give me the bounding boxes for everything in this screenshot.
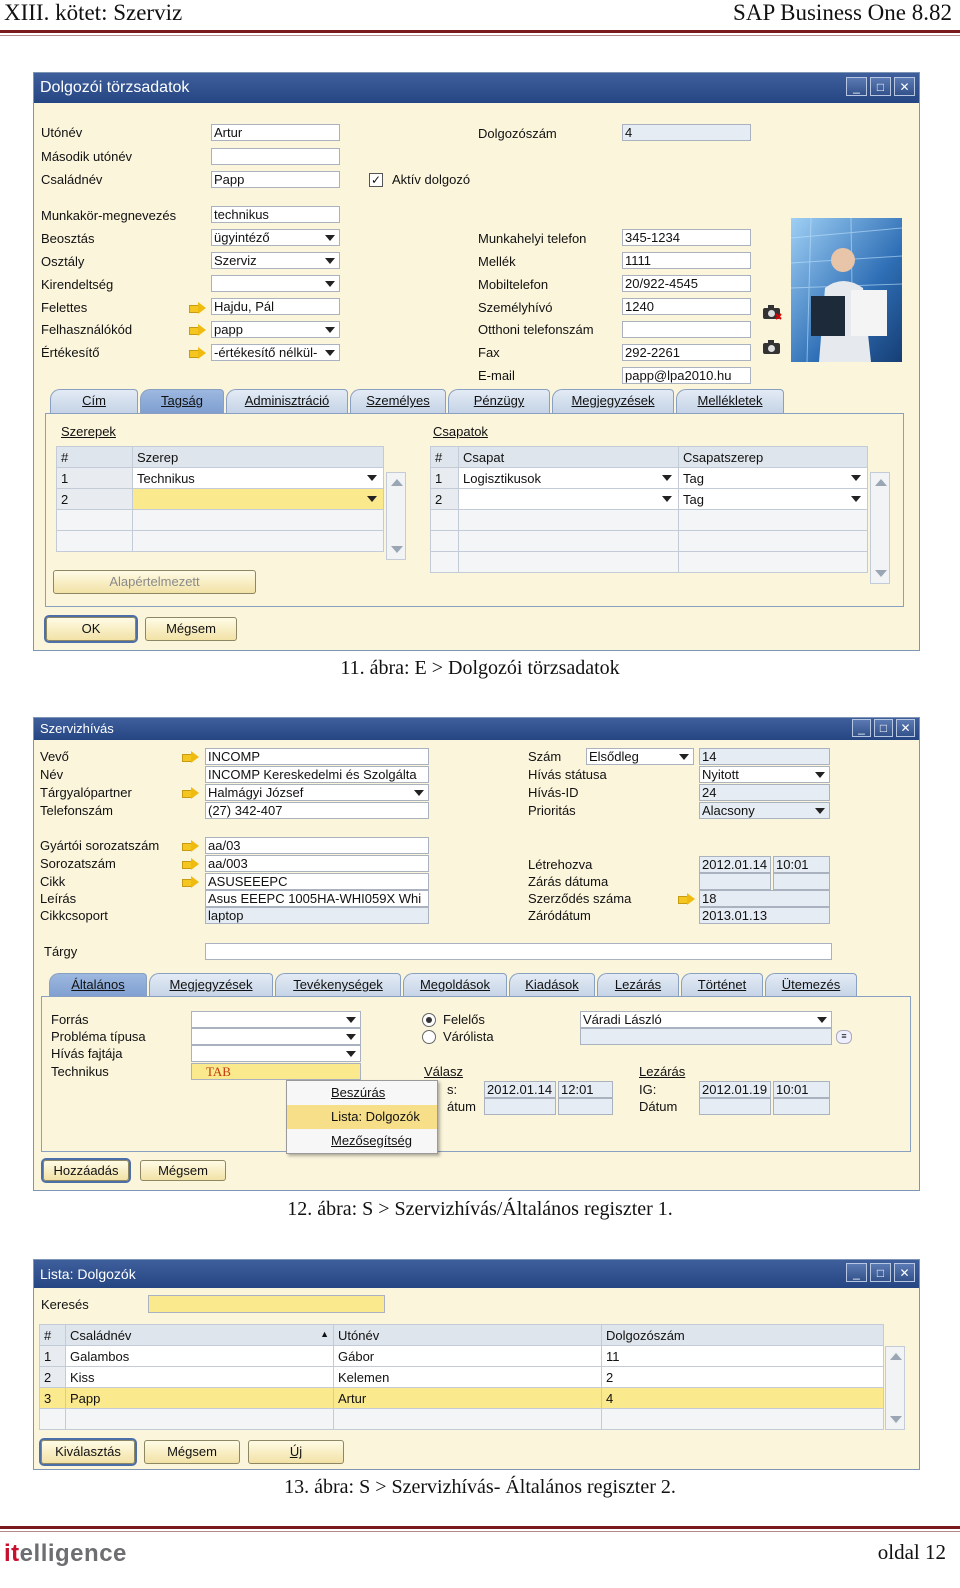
name-field[interactable]: INCOMP Kereskedelmi és Szolgálta bbox=[205, 766, 429, 783]
created-date-field: 2012.01.14 bbox=[699, 856, 771, 873]
contact-dropdown[interactable]: Halmágyi József bbox=[205, 784, 429, 801]
table-row[interactable] bbox=[431, 552, 868, 573]
close-button[interactable]: ✕ bbox=[896, 719, 915, 737]
col-header[interactable]: Dolgozószám bbox=[602, 1325, 884, 1346]
footer-rule-thin bbox=[0, 1531, 960, 1532]
status-dropdown[interactable]: Nyitott bbox=[699, 766, 830, 783]
pager-field[interactable]: 1240 bbox=[622, 298, 751, 315]
pager-label: Személyhívó bbox=[478, 300, 553, 315]
tab-general[interactable]: Általános bbox=[49, 973, 147, 997]
header-rule bbox=[0, 30, 960, 33]
fax-field[interactable]: 292-2261 bbox=[622, 344, 751, 361]
col-header[interactable]: Szerep bbox=[133, 447, 384, 468]
close-by-label: IG: bbox=[639, 1082, 657, 1097]
owner-radio[interactable] bbox=[422, 1013, 436, 1027]
close-time-field bbox=[773, 873, 830, 890]
sales-employee-dropdown[interactable]: -értékesítő nélkül- bbox=[211, 344, 340, 361]
cancel-button[interactable]: Mégsem bbox=[140, 1160, 226, 1181]
series-dropdown[interactable]: Elsődleg bbox=[586, 748, 694, 765]
footer-rule bbox=[0, 1526, 960, 1529]
phone-field[interactable]: (27) 342-407 bbox=[205, 802, 429, 819]
employee-no-label: Dolgozószám bbox=[478, 126, 557, 141]
tab-schedule[interactable]: Ütemezés bbox=[765, 973, 857, 997]
job-title-field[interactable]: technikus bbox=[211, 206, 340, 223]
item-group-label: Cikkcsoport bbox=[40, 908, 108, 923]
col-header[interactable]: Csapatszerep bbox=[679, 447, 868, 468]
cancel-button[interactable]: Mégsem bbox=[145, 617, 237, 641]
tab-remarks[interactable]: Megjegyzések bbox=[552, 389, 674, 413]
team-dropdown[interactable] bbox=[459, 489, 679, 510]
contract-label: Szerződés száma bbox=[528, 891, 632, 906]
maximize-button[interactable]: □ bbox=[874, 719, 893, 737]
closed-time-field bbox=[773, 1098, 830, 1115]
closed-date-field bbox=[699, 1098, 771, 1115]
link-arrow-icon[interactable] bbox=[189, 302, 207, 314]
logo-text: elligence bbox=[19, 1540, 127, 1567]
col-header[interactable]: Családnév ▲ bbox=[66, 1325, 334, 1346]
menu-item-list-employees[interactable]: Lista: Dolgozók bbox=[287, 1105, 437, 1129]
col-header[interactable]: Utónév bbox=[334, 1325, 602, 1346]
tab-resolution[interactable]: Lezárás bbox=[597, 973, 679, 997]
table-row[interactable]: 2 bbox=[57, 489, 384, 510]
link-arrow-icon[interactable] bbox=[182, 751, 200, 763]
tab-administration[interactable]: Adminisztráció bbox=[226, 389, 348, 413]
figure-caption: 11. ábra: E > Dolgozói törzsadatok bbox=[340, 657, 620, 679]
department-dropdown[interactable]: Szerviz bbox=[211, 252, 340, 269]
link-arrow-icon[interactable] bbox=[189, 347, 207, 359]
active-employee-checkbox[interactable]: ✓ bbox=[370, 173, 382, 187]
response-date-label: átum bbox=[447, 1099, 476, 1114]
minimize-button[interactable]: _ bbox=[852, 719, 871, 737]
mobile-label: Mobiltelefon bbox=[478, 277, 549, 292]
tab-address[interactable]: Cím bbox=[50, 389, 138, 413]
close-date-label: Dátum bbox=[639, 1099, 678, 1114]
mfr-serial-field[interactable]: aa/03 bbox=[205, 837, 429, 854]
employee-list-window bbox=[33, 1259, 920, 1470]
table-row[interactable]: 3 Papp Artur 4 bbox=[40, 1388, 884, 1409]
table-row[interactable]: 2 Kiss Kelemen 2 bbox=[40, 1367, 884, 1388]
figure-caption: 13. ábra: S > Szervizhívás- Általános regiszter 2. bbox=[284, 1476, 676, 1498]
cancel-button[interactable]: Mégsem bbox=[144, 1440, 240, 1464]
middle-name-field[interactable] bbox=[211, 148, 340, 165]
ok-button[interactable]: OK bbox=[46, 617, 136, 641]
customer-label: Vevő bbox=[40, 749, 69, 764]
tab-expenses[interactable]: Kiadások bbox=[509, 973, 595, 997]
job-title-label: Munkakör-megnevezés bbox=[41, 208, 177, 223]
link-arrow-icon[interactable] bbox=[182, 840, 200, 852]
list-icon[interactable]: ≡ bbox=[836, 1030, 852, 1044]
employee-photo bbox=[791, 218, 902, 362]
menu-item-insert[interactable]: Beszúrás bbox=[331, 1085, 386, 1100]
title-bar bbox=[34, 73, 919, 103]
mfr-serial-label: Gyártói sorozatszám bbox=[40, 838, 160, 853]
tab-finance[interactable]: Pénzügy bbox=[448, 389, 550, 413]
call-id-field: 24 bbox=[699, 784, 830, 801]
response-time2-field bbox=[558, 1098, 613, 1115]
closing-title: Lezárás bbox=[639, 1064, 686, 1079]
list-scrollbar[interactable] bbox=[885, 1346, 905, 1430]
itelligence-logo bbox=[4, 1540, 127, 1568]
roles-scrollbar[interactable] bbox=[386, 472, 406, 560]
extension-label: Mellék bbox=[478, 254, 516, 269]
table-row[interactable] bbox=[431, 510, 868, 531]
queue-field bbox=[580, 1028, 832, 1045]
customer-field[interactable]: INCOMP bbox=[205, 748, 429, 765]
created-time-field: 10:01 bbox=[773, 856, 830, 873]
item-group-field: laptop bbox=[205, 907, 429, 924]
sort-asc-icon: ▲ bbox=[320, 1329, 329, 1339]
branch-dropdown[interactable] bbox=[211, 275, 340, 292]
owner-label: Felelős bbox=[443, 1012, 485, 1027]
first-name-label: Utónév bbox=[41, 125, 83, 140]
home-phone-label: Otthoni telefonszám bbox=[478, 322, 594, 337]
team-dropdown[interactable]: Logisztikusok bbox=[459, 468, 679, 489]
page-number: oldal 12 bbox=[877, 1540, 946, 1564]
description-field[interactable]: Asus EEEPC 1005HA-WHI059X Whi bbox=[205, 890, 429, 907]
subject-field[interactable] bbox=[205, 943, 832, 960]
priority-label: Prioritás bbox=[528, 803, 576, 818]
end-date-field: 2013.01.13 bbox=[699, 907, 830, 924]
default-button[interactable]: Alapértelmezett bbox=[53, 570, 256, 594]
minimize-button[interactable]: _ bbox=[846, 1263, 867, 1282]
contact-label: Tárgyalópartner bbox=[40, 785, 132, 800]
context-menu bbox=[286, 1080, 438, 1154]
first-name-field[interactable]: Artur bbox=[211, 124, 340, 141]
tab-history[interactable]: Történet bbox=[681, 973, 763, 997]
home-phone-field[interactable] bbox=[622, 321, 751, 338]
manager-label: Felettes bbox=[41, 300, 88, 315]
search-label: Keresés bbox=[41, 1297, 89, 1312]
manager-field[interactable]: Hajdu, Pál bbox=[211, 298, 340, 315]
problem-type-label: Probléma típusa bbox=[51, 1029, 146, 1044]
window-title: Dolgozói törzsadatok bbox=[40, 79, 190, 96]
link-arrow-icon[interactable] bbox=[189, 324, 207, 336]
close-by-date-field: 2012.01.19 bbox=[699, 1081, 771, 1098]
tab-attachments[interactable]: Mellékletek bbox=[676, 389, 784, 413]
position-label: Beosztás bbox=[41, 231, 95, 246]
col-header[interactable]: # bbox=[431, 447, 459, 468]
window-title: Szervizhívás bbox=[40, 721, 114, 736]
table-row[interactable]: 1 Logisztikusok Tag bbox=[431, 468, 868, 489]
created-label: Létrehozva bbox=[528, 857, 593, 872]
active-employee-label: Aktív dolgozó bbox=[392, 172, 471, 187]
response-title: Válasz bbox=[424, 1064, 464, 1079]
close-button[interactable]: ✕ bbox=[894, 77, 915, 96]
email-label: E-mail bbox=[478, 368, 515, 383]
close-by-time-field: 10:01 bbox=[773, 1081, 830, 1098]
add-button[interactable]: Hozzáadás bbox=[43, 1160, 129, 1181]
teams-scrollbar[interactable] bbox=[870, 472, 890, 584]
table-row[interactable] bbox=[57, 531, 384, 552]
tab-solutions[interactable]: Megoldások bbox=[403, 973, 507, 997]
last-name-label: Családnév bbox=[41, 172, 103, 187]
general-panel bbox=[41, 996, 911, 1152]
number-field: 14 bbox=[699, 748, 830, 765]
table-row[interactable]: 1 Galambos Gábor 11 bbox=[40, 1346, 884, 1367]
tab-remarks[interactable]: Megjegyzések bbox=[149, 973, 273, 997]
logo-mark: it bbox=[4, 1540, 20, 1567]
technician-field[interactable]: TAB bbox=[191, 1063, 361, 1080]
branch-label: Kirendeltség bbox=[41, 277, 114, 292]
page-header-right: SAP Business One 8.82 bbox=[733, 0, 952, 25]
department-label: Osztály bbox=[41, 254, 85, 269]
extension-field[interactable]: 1111 bbox=[622, 252, 751, 269]
roles-title: Szerepek bbox=[61, 424, 116, 439]
col-header[interactable]: # bbox=[57, 447, 133, 468]
tab-membership[interactable]: Tagság bbox=[140, 389, 224, 413]
owner-dropdown[interactable]: Váradi László bbox=[580, 1011, 832, 1028]
call-type-dropdown[interactable] bbox=[191, 1045, 361, 1062]
team-role-dropdown[interactable]: Tag bbox=[679, 468, 868, 489]
serial-label: Sorozatszám bbox=[40, 856, 116, 871]
call-id-label: Hívás-ID bbox=[528, 785, 579, 800]
table-row[interactable] bbox=[431, 531, 868, 552]
close-date-field bbox=[699, 873, 771, 890]
office-phone-label: Munkahelyi telefon bbox=[478, 231, 587, 246]
employee-no-field: 4 bbox=[622, 124, 751, 141]
queue-label: Várólista bbox=[443, 1029, 494, 1044]
number-label: Szám bbox=[528, 749, 562, 764]
table-row[interactable] bbox=[40, 1409, 884, 1430]
sales-employee-label: Értékesítő bbox=[41, 345, 100, 360]
queue-radio[interactable] bbox=[422, 1030, 436, 1044]
subject-label: Tárgy bbox=[44, 944, 78, 959]
team-role-dropdown[interactable]: Tag bbox=[679, 489, 868, 510]
last-name-field[interactable]: Papp bbox=[211, 171, 340, 188]
user-code-label: Felhasználókód bbox=[41, 322, 133, 337]
camera-icon[interactable] bbox=[762, 339, 782, 355]
teams-table bbox=[430, 446, 868, 573]
user-code-dropdown[interactable]: papp bbox=[211, 321, 340, 338]
position-dropdown[interactable]: ügyintéző bbox=[211, 229, 340, 246]
response-time-field: 12:01 bbox=[558, 1081, 613, 1098]
figure-caption: 12. ábra: S > Szervizhívás/Általános regiszter 1. bbox=[287, 1198, 673, 1220]
email-field[interactable]: papp@lpa2010.hu bbox=[622, 367, 751, 384]
select-button[interactable]: Kiválasztás bbox=[41, 1440, 135, 1464]
middle-name-label: Második utónév bbox=[41, 149, 133, 164]
role-dropdown[interactable]: Technikus bbox=[133, 468, 384, 489]
office-phone-field[interactable]: 345-1234 bbox=[622, 229, 751, 246]
minimize-button[interactable]: _ bbox=[846, 77, 867, 96]
description-label: Leírás bbox=[40, 891, 77, 906]
roles-table bbox=[56, 446, 384, 552]
header-rule-thin bbox=[0, 35, 960, 36]
close-date-label: Zárás dátuma bbox=[528, 874, 609, 889]
link-arrow-icon[interactable] bbox=[182, 876, 200, 888]
table-row[interactable] bbox=[57, 510, 384, 531]
maximize-button[interactable]: □ bbox=[870, 1263, 891, 1282]
name-label: Név bbox=[40, 767, 64, 782]
service-call-window bbox=[33, 717, 920, 1191]
search-input[interactable] bbox=[148, 1295, 385, 1313]
mobile-field[interactable]: 20/922-4545 bbox=[622, 275, 751, 292]
item-field[interactable]: ASUSEEEPC bbox=[205, 873, 429, 890]
status-label: Hívás státusa bbox=[528, 767, 607, 782]
teams-title: Csapatok bbox=[433, 424, 488, 439]
role-dropdown[interactable] bbox=[133, 489, 384, 510]
fax-label: Fax bbox=[478, 345, 500, 360]
tab-personal[interactable]: Személyes bbox=[350, 389, 446, 413]
camera-icon[interactable] bbox=[762, 304, 782, 320]
close-button[interactable]: ✕ bbox=[894, 1263, 915, 1282]
window-title: Lista: Dolgozók bbox=[40, 1266, 136, 1282]
maximize-button[interactable]: □ bbox=[870, 77, 891, 96]
tab-activities[interactable]: Tevékenységek bbox=[275, 973, 401, 997]
membership-panel bbox=[45, 413, 904, 607]
col-header[interactable]: # bbox=[40, 1325, 66, 1346]
item-label: Cikk bbox=[40, 874, 66, 889]
employee-master-window bbox=[33, 72, 920, 651]
response-date2-field bbox=[484, 1098, 556, 1115]
table-row[interactable]: 1 Technikus bbox=[57, 468, 384, 489]
page-header-left: XIII. kötet: Szerviz bbox=[4, 0, 183, 25]
link-arrow-icon[interactable] bbox=[182, 858, 200, 870]
serial-field[interactable]: aa/003 bbox=[205, 855, 429, 872]
call-type-label: Hívás fajtája bbox=[51, 1046, 123, 1061]
problem-type-dropdown[interactable] bbox=[191, 1028, 361, 1045]
title-bar bbox=[34, 718, 919, 740]
col-header[interactable]: Csapat bbox=[459, 447, 679, 468]
response-date-field: 2012.01.14 bbox=[484, 1081, 556, 1098]
employee-table bbox=[39, 1324, 884, 1430]
link-arrow-icon[interactable] bbox=[182, 787, 200, 799]
response-by-label: s: bbox=[447, 1082, 458, 1097]
contract-field: 18 bbox=[699, 890, 830, 907]
phone-label: Telefonszám bbox=[40, 803, 113, 818]
origin-label: Forrás bbox=[51, 1012, 89, 1027]
origin-dropdown[interactable] bbox=[191, 1011, 361, 1028]
priority-dropdown[interactable]: Alacsony bbox=[699, 802, 830, 819]
table-row[interactable]: 2 Tag bbox=[431, 489, 868, 510]
new-button[interactable]: Új bbox=[248, 1440, 344, 1464]
end-date-label: Záródátum bbox=[528, 908, 591, 923]
link-arrow-icon[interactable] bbox=[678, 893, 696, 905]
title-bar bbox=[34, 1260, 919, 1288]
menu-item-field-help[interactable]: Mezősegítség bbox=[331, 1133, 412, 1148]
technician-label: Technikus bbox=[51, 1064, 109, 1079]
